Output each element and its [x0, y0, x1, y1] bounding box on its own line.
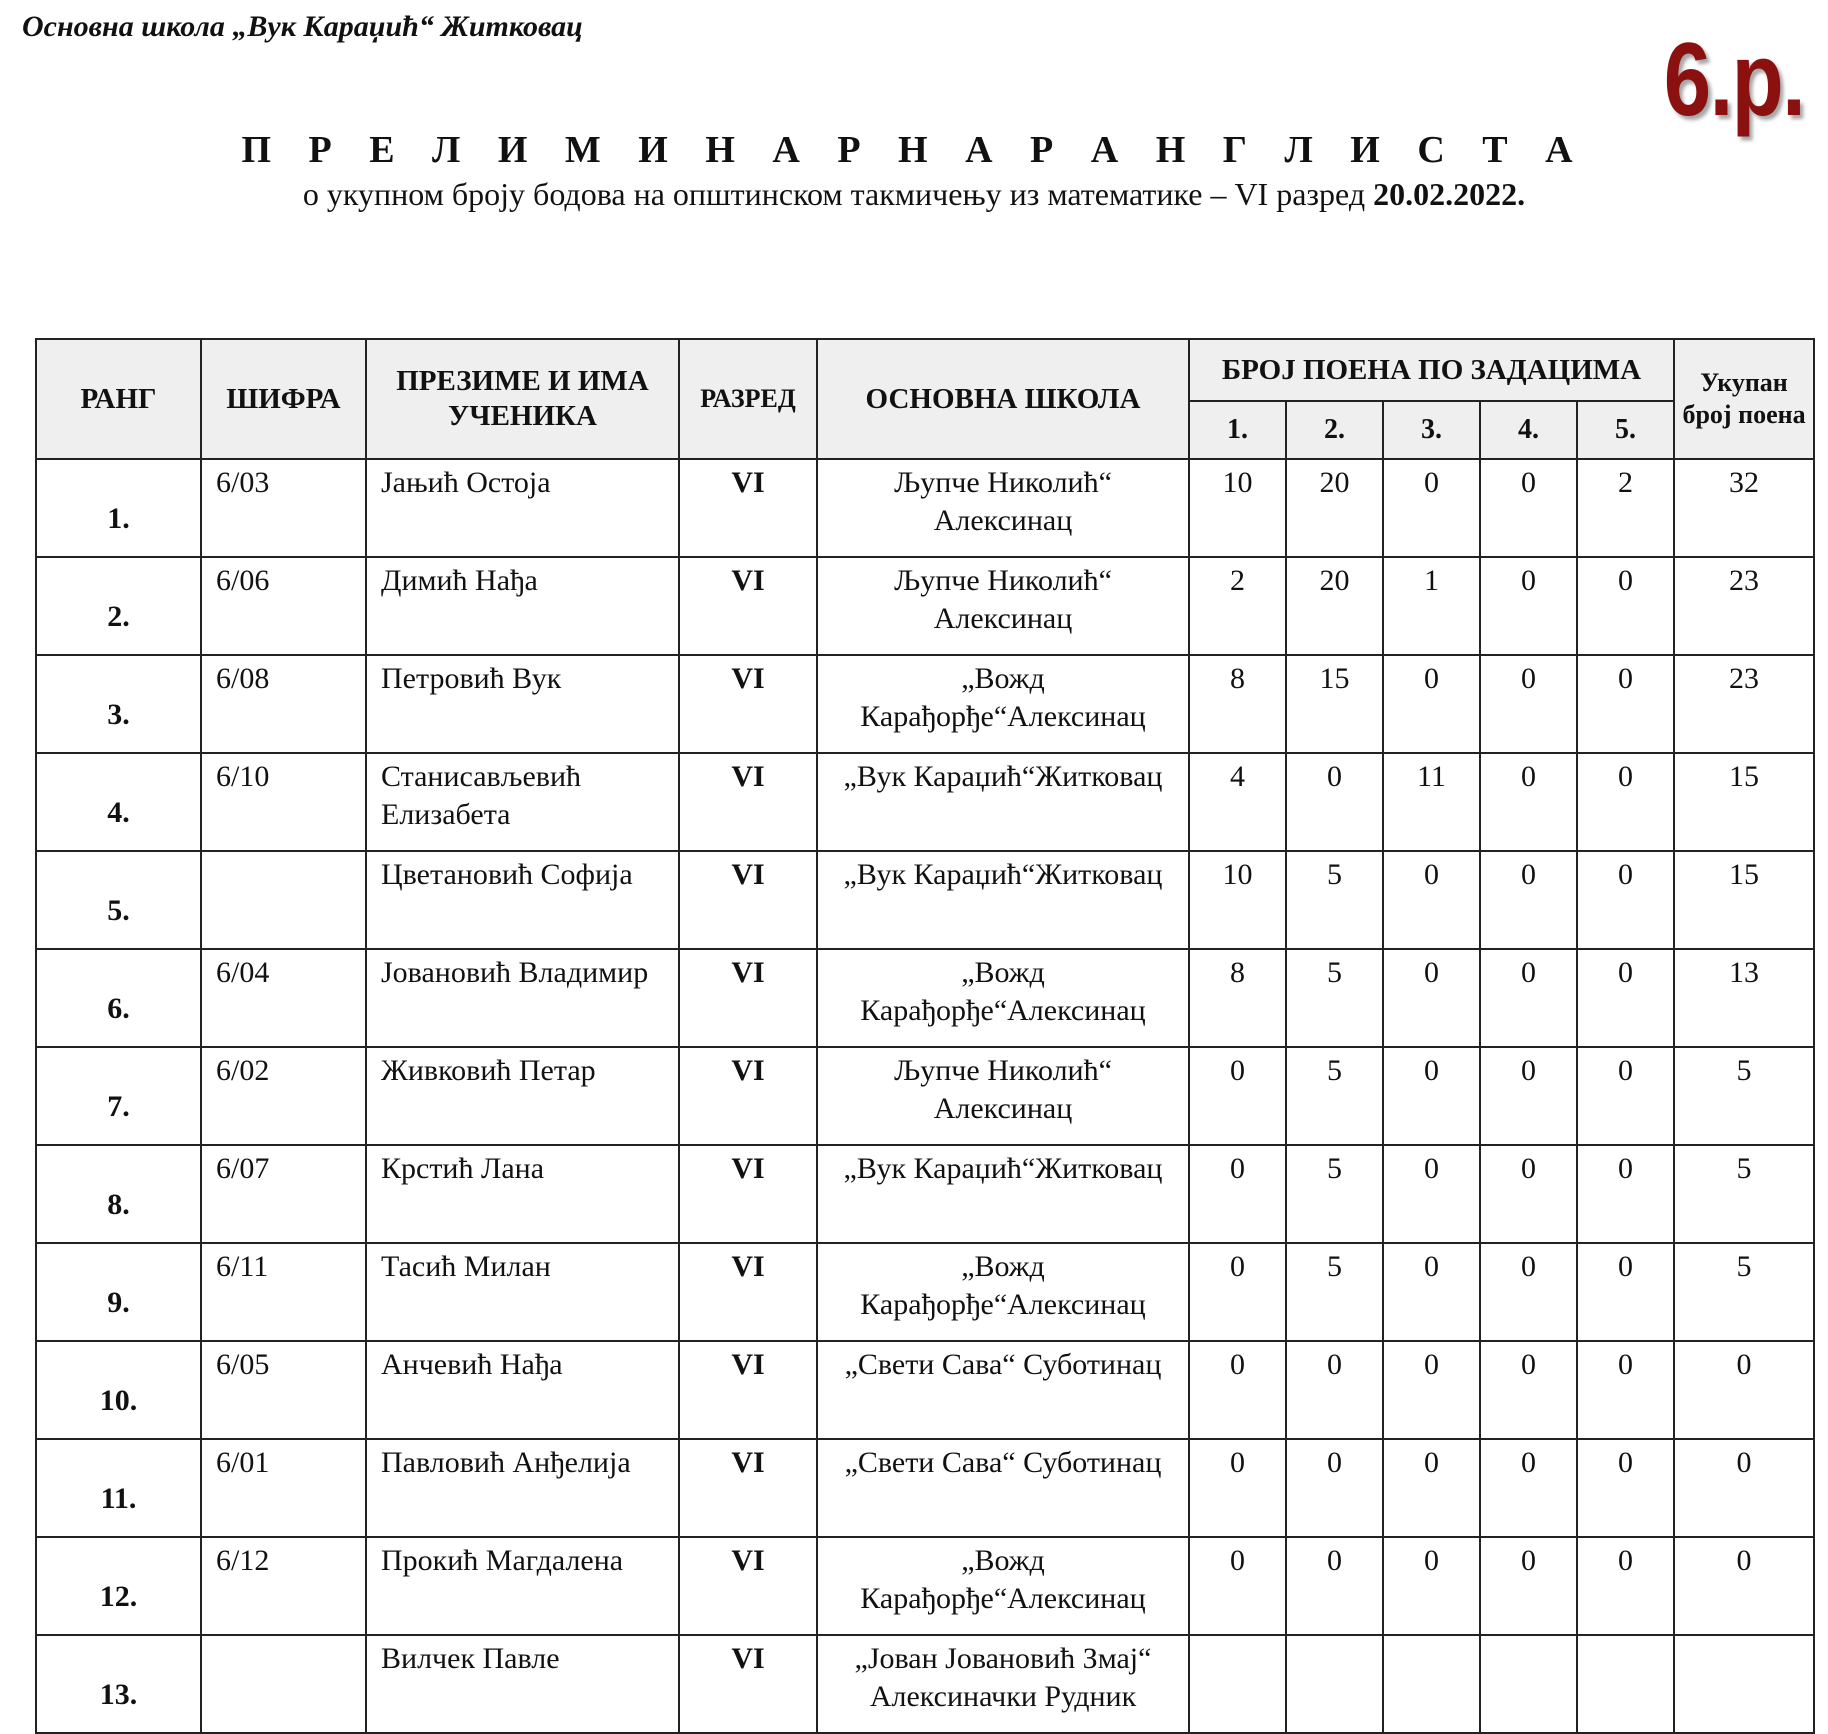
- student-name-cell: Живковић Петар: [366, 1047, 679, 1145]
- task-2-points-cell: 20: [1286, 557, 1383, 655]
- rank-cell: 6.: [36, 949, 201, 1047]
- school-cell: „Свети Сава“ Суботинац: [817, 1341, 1189, 1439]
- document-subtitle: [0, 176, 1828, 213]
- task-1-points-cell: [1189, 1635, 1286, 1733]
- header-task-5: 5.: [1577, 401, 1674, 459]
- school-cell: Љупче Николић“ Алексинац: [817, 557, 1189, 655]
- total-points-cell: 0: [1674, 1341, 1814, 1439]
- task-5-points-cell: 0: [1577, 655, 1674, 753]
- task-2-points-cell: [1286, 1635, 1383, 1733]
- table-row: [36, 1635, 1814, 1733]
- student-name-cell: Анчевић Нађа: [366, 1341, 679, 1439]
- task-2-points-cell: 5: [1286, 949, 1383, 1047]
- task-2-points-cell: 0: [1286, 1439, 1383, 1537]
- table-row: [36, 1145, 1814, 1243]
- student-name-cell: Димић Нађа: [366, 557, 679, 655]
- total-points-cell: 15: [1674, 753, 1814, 851]
- total-points-cell: 5: [1674, 1047, 1814, 1145]
- school-cell: „Вук Караџић“Житковац: [817, 851, 1189, 949]
- school-cell: „Вожд Карађорђе“Алексинац: [817, 949, 1189, 1047]
- school-header: Основна школа „Вук Караџић“ Житковац: [22, 10, 583, 43]
- rank-cell: 2.: [36, 557, 201, 655]
- code-cell: 6/03: [201, 459, 366, 557]
- rank-cell: 9.: [36, 1243, 201, 1341]
- header-code: ШИФРА: [201, 339, 366, 459]
- task-1-points-cell: 4: [1189, 753, 1286, 851]
- header-tasks-group: БРОЈ ПОЕНА ПО ЗАДАЦИМА: [1189, 339, 1674, 401]
- total-points-cell: 5: [1674, 1145, 1814, 1243]
- header-name: ПРЕЗИМЕ И ИМА УЧЕНИКА: [366, 339, 679, 459]
- school-cell: „Свети Сава“ Суботинац: [817, 1439, 1189, 1537]
- task-5-points-cell: 0: [1577, 1047, 1674, 1145]
- task-5-points-cell: [1577, 1635, 1674, 1733]
- task-5-points-cell: 0: [1577, 1537, 1674, 1635]
- task-2-points-cell: 15: [1286, 655, 1383, 753]
- rank-cell: 7.: [36, 1047, 201, 1145]
- student-name-cell: Јовановић Владимир: [366, 949, 679, 1047]
- task-3-points-cell: 0: [1383, 1047, 1480, 1145]
- rank-cell: 1.: [36, 459, 201, 557]
- grade-mark: 6.р.: [1663, 22, 1804, 138]
- rank-cell: 11.: [36, 1439, 201, 1537]
- task-2-points-cell: 5: [1286, 1145, 1383, 1243]
- table-body: [36, 459, 1814, 1733]
- student-name-cell: Јањић Остоја: [366, 459, 679, 557]
- task-3-points-cell: [1383, 1635, 1480, 1733]
- total-points-cell: [1674, 1635, 1814, 1733]
- code-cell: 6/12: [201, 1537, 366, 1635]
- code-cell: 6/11: [201, 1243, 366, 1341]
- task-3-points-cell: 0: [1383, 1537, 1480, 1635]
- header-task-3: 3.: [1383, 401, 1480, 459]
- task-2-points-cell: 5: [1286, 1243, 1383, 1341]
- task-5-points-cell: 0: [1577, 1243, 1674, 1341]
- school-cell: „Вожд Карађорђе“Алексинац: [817, 1243, 1189, 1341]
- total-points-cell: 0: [1674, 1439, 1814, 1537]
- task-3-points-cell: 0: [1383, 851, 1480, 949]
- table-row: [36, 1341, 1814, 1439]
- student-name-cell: Петровић Вук: [366, 655, 679, 753]
- code-cell: [201, 851, 366, 949]
- rank-cell: 12.: [36, 1537, 201, 1635]
- rank-cell: 8.: [36, 1145, 201, 1243]
- school-cell: „Вук Караџић“Житковац: [817, 1145, 1189, 1243]
- task-1-points-cell: 0: [1189, 1341, 1286, 1439]
- task-3-points-cell: 0: [1383, 655, 1480, 753]
- grade-cell: VI: [679, 753, 817, 851]
- rank-cell: 4.: [36, 753, 201, 851]
- school-cell: „Вук Караџић“Житковац: [817, 753, 1189, 851]
- subtitle-text: о укупном броју бодова на општинском такмичењу из математике – VI разред: [302, 176, 1366, 212]
- task-5-points-cell: 0: [1577, 753, 1674, 851]
- task-4-points-cell: 0: [1480, 655, 1577, 753]
- task-4-points-cell: 0: [1480, 459, 1577, 557]
- code-cell: 6/01: [201, 1439, 366, 1537]
- school-cell: „Вожд Карађорђе“Алексинац: [817, 1537, 1189, 1635]
- school-cell: Љупче Николић“ Алексинац: [817, 1047, 1189, 1145]
- total-points-cell: 15: [1674, 851, 1814, 949]
- subtitle-date: 20.02.2022.: [1373, 176, 1526, 212]
- rank-cell: 3.: [36, 655, 201, 753]
- task-1-points-cell: 8: [1189, 655, 1286, 753]
- school-cell: „Вожд Карађорђе“Алексинац: [817, 655, 1189, 753]
- task-5-points-cell: 0: [1577, 1341, 1674, 1439]
- task-4-points-cell: 0: [1480, 1243, 1577, 1341]
- total-points-cell: 23: [1674, 557, 1814, 655]
- task-4-points-cell: 0: [1480, 851, 1577, 949]
- total-points-cell: 13: [1674, 949, 1814, 1047]
- task-4-points-cell: [1480, 1635, 1577, 1733]
- task-3-points-cell: 0: [1383, 1145, 1480, 1243]
- task-4-points-cell: 0: [1480, 949, 1577, 1047]
- rank-cell: 5.: [36, 851, 201, 949]
- grade-cell: VI: [679, 949, 817, 1047]
- task-3-points-cell: 0: [1383, 1439, 1480, 1537]
- student-name-cell: Прокић Магдалена: [366, 1537, 679, 1635]
- header-total: Укупан број поена: [1674, 339, 1814, 459]
- grade-cell: VI: [679, 655, 817, 753]
- header-task-2: 2.: [1286, 401, 1383, 459]
- table-row: [36, 655, 1814, 753]
- task-1-points-cell: 10: [1189, 459, 1286, 557]
- ranking-table: [35, 338, 1815, 1734]
- total-points-cell: 0: [1674, 1537, 1814, 1635]
- grade-cell: VI: [679, 1047, 817, 1145]
- student-name-cell: Тасић Милан: [366, 1243, 679, 1341]
- total-points-cell: 32: [1674, 459, 1814, 557]
- student-name-cell: Крстић Лана: [366, 1145, 679, 1243]
- task-3-points-cell: 0: [1383, 1243, 1480, 1341]
- code-cell: 6/04: [201, 949, 366, 1047]
- document-title: П Р Е Л И М И Н А Р Н А Р А Н Г Л И С Т А: [241, 129, 1587, 171]
- code-cell: 6/10: [201, 753, 366, 851]
- task-1-points-cell: 0: [1189, 1145, 1286, 1243]
- table-row: [36, 557, 1814, 655]
- rank-cell: 13.: [36, 1635, 201, 1733]
- task-5-points-cell: 2: [1577, 459, 1674, 557]
- student-name-cell: Павловић Анђелија: [366, 1439, 679, 1537]
- task-1-points-cell: 0: [1189, 1439, 1286, 1537]
- student-name-cell: Станисављевић Елизабета: [366, 753, 679, 851]
- total-points-cell: 23: [1674, 655, 1814, 753]
- code-cell: 6/05: [201, 1341, 366, 1439]
- task-4-points-cell: 0: [1480, 1341, 1577, 1439]
- grade-cell: VI: [679, 1537, 817, 1635]
- task-1-points-cell: 0: [1189, 1537, 1286, 1635]
- grade-cell: VI: [679, 1635, 817, 1733]
- task-5-points-cell: 0: [1577, 1439, 1674, 1537]
- grade-cell: VI: [679, 557, 817, 655]
- header-task-4: 4.: [1480, 401, 1577, 459]
- task-3-points-cell: 0: [1383, 949, 1480, 1047]
- task-4-points-cell: 0: [1480, 557, 1577, 655]
- table-row: [36, 459, 1814, 557]
- student-name-cell: Цветановић Софија: [366, 851, 679, 949]
- task-4-points-cell: 0: [1480, 1439, 1577, 1537]
- task-2-points-cell: 20: [1286, 459, 1383, 557]
- task-4-points-cell: 0: [1480, 1145, 1577, 1243]
- task-2-points-cell: 5: [1286, 851, 1383, 949]
- table-row: [36, 753, 1814, 851]
- table-row: [36, 1047, 1814, 1145]
- code-cell: 6/08: [201, 655, 366, 753]
- task-2-points-cell: 0: [1286, 1537, 1383, 1635]
- table-row: [36, 1439, 1814, 1537]
- grade-cell: VI: [679, 1439, 817, 1537]
- grade-cell: VI: [679, 1145, 817, 1243]
- task-1-points-cell: 0: [1189, 1047, 1286, 1145]
- task-1-points-cell: 0: [1189, 1243, 1286, 1341]
- table-header: [36, 339, 1814, 459]
- header-grade: РАЗРЕД: [679, 339, 817, 459]
- task-4-points-cell: 0: [1480, 1537, 1577, 1635]
- grade-cell: VI: [679, 459, 817, 557]
- task-2-points-cell: 0: [1286, 1341, 1383, 1439]
- total-points-cell: 5: [1674, 1243, 1814, 1341]
- table-row: [36, 851, 1814, 949]
- table-row: [36, 949, 1814, 1047]
- task-4-points-cell: 0: [1480, 1047, 1577, 1145]
- code-cell: 6/02: [201, 1047, 366, 1145]
- task-5-points-cell: 0: [1577, 949, 1674, 1047]
- task-3-points-cell: 1: [1383, 557, 1480, 655]
- task-2-points-cell: 5: [1286, 1047, 1383, 1145]
- task-2-points-cell: 0: [1286, 753, 1383, 851]
- task-1-points-cell: 8: [1189, 949, 1286, 1047]
- student-name-cell: Вилчек Павле: [366, 1635, 679, 1733]
- task-3-points-cell: 0: [1383, 1341, 1480, 1439]
- task-3-points-cell: 0: [1383, 459, 1480, 557]
- code-cell: [201, 1635, 366, 1733]
- school-cell: „Јован Јовановић Змај“ Алексиначки Рудник: [817, 1635, 1189, 1733]
- grade-cell: VI: [679, 1243, 817, 1341]
- code-cell: 6/07: [201, 1145, 366, 1243]
- header-task-1: 1.: [1189, 401, 1286, 459]
- task-5-points-cell: 0: [1577, 851, 1674, 949]
- code-cell: 6/06: [201, 557, 366, 655]
- task-1-points-cell: 2: [1189, 557, 1286, 655]
- rank-cell: 10.: [36, 1341, 201, 1439]
- task-1-points-cell: 10: [1189, 851, 1286, 949]
- table-row: [36, 1243, 1814, 1341]
- task-4-points-cell: 0: [1480, 753, 1577, 851]
- task-5-points-cell: 0: [1577, 557, 1674, 655]
- school-cell: Љупче Николић“ Алексинац: [817, 459, 1189, 557]
- header-school: ОСНОВНА ШКОЛА: [817, 339, 1189, 459]
- grade-cell: VI: [679, 1341, 817, 1439]
- grade-cell: VI: [679, 851, 817, 949]
- task-3-points-cell: 11: [1383, 753, 1480, 851]
- table-row: [36, 1537, 1814, 1635]
- header-rank: РАНГ: [36, 339, 201, 459]
- task-5-points-cell: 0: [1577, 1145, 1674, 1243]
